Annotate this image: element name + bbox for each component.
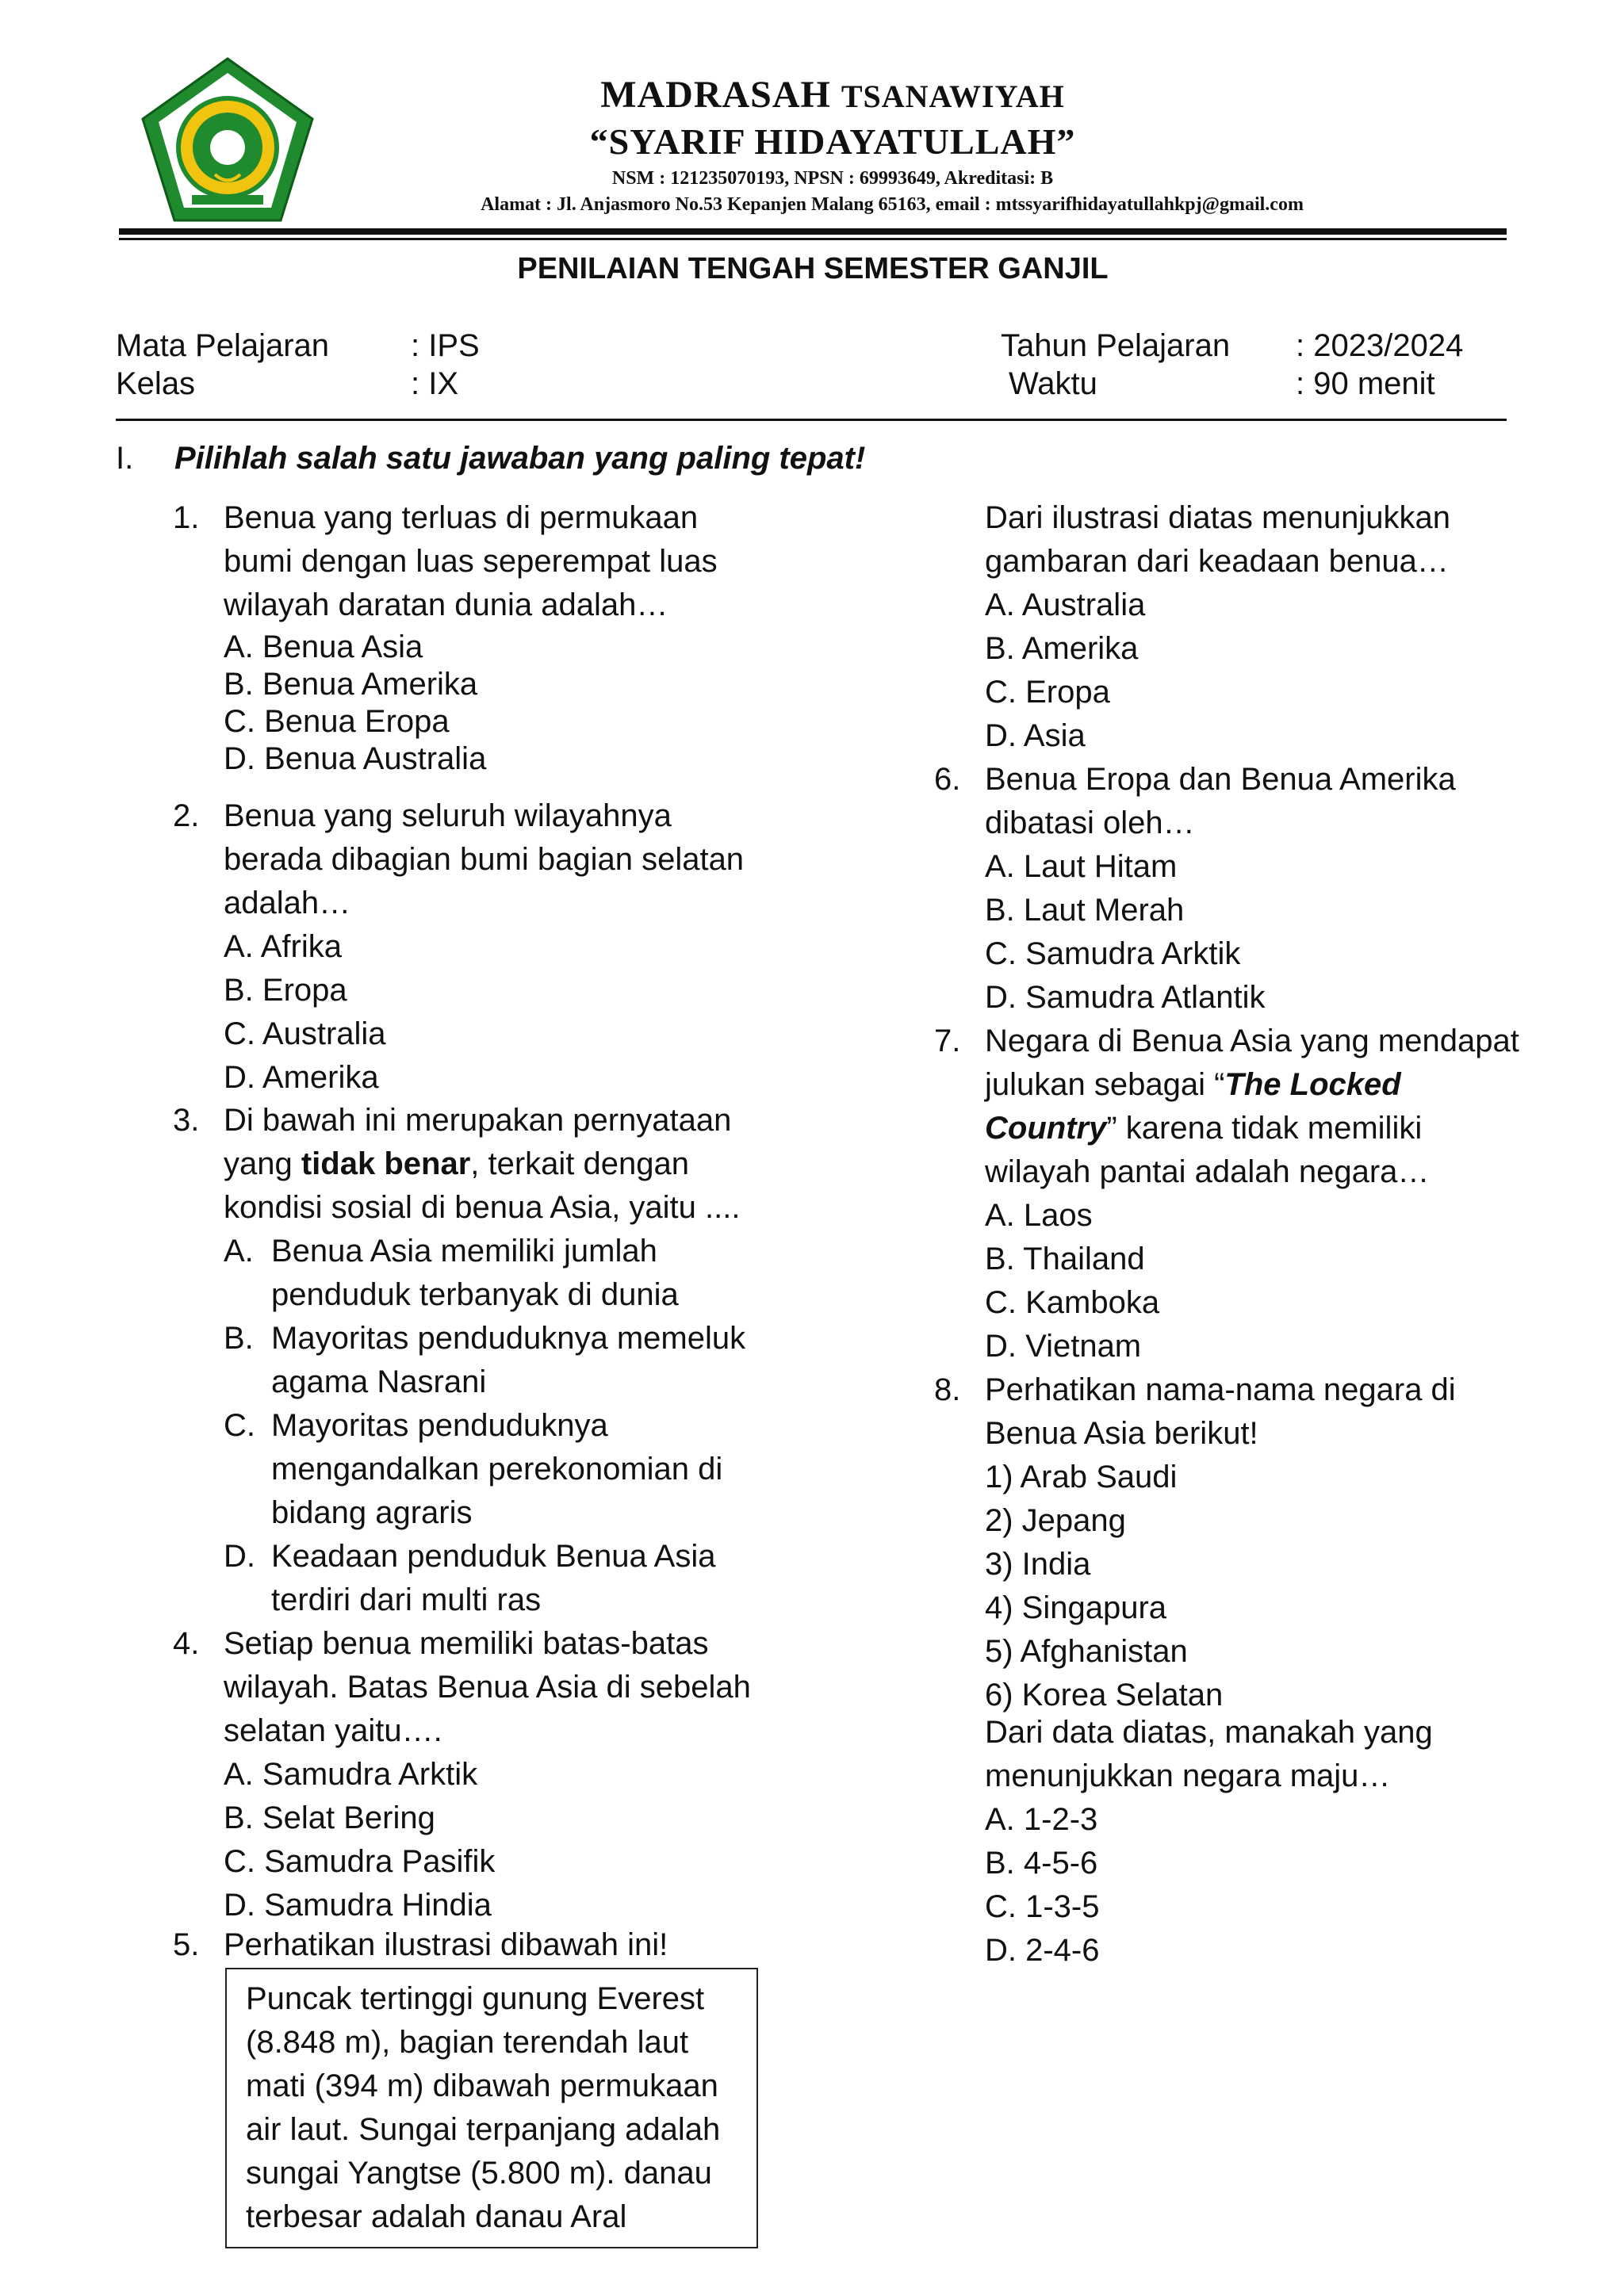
- class-value: : IX: [411, 366, 459, 401]
- option-letter[interactable]: A.: [224, 1234, 254, 1269]
- answer-option[interactable]: agama Nasrani: [271, 1364, 487, 1399]
- question-number: 6.: [934, 762, 961, 797]
- list-item: 3) India: [985, 1547, 1091, 1582]
- list-item: 2) Jepang: [985, 1503, 1126, 1538]
- illustration-text: Puncak tertinggi gunung Everest: [246, 1981, 705, 2016]
- answer-option[interactable]: C. Kamboka: [985, 1285, 1160, 1320]
- question-number: 1.: [173, 500, 200, 535]
- answer-option[interactable]: D. Samudra Atlantik: [985, 980, 1266, 1015]
- exam-title: PENILAIAN TENGAH SEMESTER GANJIL: [517, 252, 1109, 285]
- answer-option[interactable]: C. Australia: [224, 1016, 386, 1051]
- answer-option[interactable]: B. Thailand: [985, 1242, 1145, 1276]
- question-number: 4.: [173, 1626, 200, 1661]
- answer-option[interactable]: A. Benua Asia: [224, 629, 423, 664]
- answer-option[interactable]: D. Asia: [985, 718, 1086, 753]
- year-value: : 2023/2024: [1296, 328, 1464, 363]
- time-value: : 90 menit: [1296, 366, 1435, 401]
- question-text: berada dibagian bumi bagian selatan: [224, 842, 745, 877]
- question-text: Country” karena tidak memiliki: [985, 1111, 1423, 1146]
- list-item: 4) Singapura: [985, 1590, 1167, 1625]
- section-number: I.: [116, 441, 134, 476]
- emphasis-text: Country: [985, 1111, 1107, 1146]
- list-item: 5) Afghanistan: [985, 1634, 1188, 1669]
- question-text: wilayah daratan dunia adalah…: [224, 587, 668, 622]
- answer-option[interactable]: B. Eropa: [224, 973, 347, 1008]
- question-text: Setiap benua memiliki batas-batas: [224, 1626, 709, 1661]
- emphasis-text: The Locked: [1224, 1067, 1401, 1102]
- question-text: selatan yaitu….: [224, 1713, 442, 1748]
- question-text: kondisi sosial di benua Asia, yaitu ....: [224, 1190, 741, 1225]
- answer-option[interactable]: bidang agraris: [271, 1495, 473, 1530]
- question-number: 2.: [173, 798, 200, 833]
- option-letter[interactable]: B.: [224, 1321, 254, 1356]
- question-text: menunjukkan negara maju…: [985, 1758, 1391, 1793]
- answer-option[interactable]: D. Vietnam: [985, 1329, 1142, 1364]
- illustration-text: mati (394 m) dibawah permukaan: [246, 2068, 718, 2103]
- answer-option[interactable]: Keadaan penduduk Benua Asia: [271, 1539, 716, 1574]
- illustration-text: terbesar adalah danau Aral: [246, 2199, 627, 2234]
- question-text: bumi dengan luas seperempat luas: [224, 544, 718, 579]
- question-text: Benua Eropa dan Benua Amerika: [985, 762, 1456, 797]
- answer-option[interactable]: C. 1-3-5: [985, 1889, 1100, 1924]
- question-text: Dari data diatas, manakah yang: [985, 1715, 1433, 1750]
- question-text: Negara di Benua Asia yang mendapat: [985, 1024, 1519, 1058]
- list-item: 6) Korea Selatan: [985, 1678, 1224, 1712]
- question-number: 7.: [934, 1024, 961, 1058]
- question-text: Perhatikan nama-nama negara di: [985, 1372, 1456, 1407]
- school-address: Alamat : Jl. Anjasmoro No.53 Kepanjen Malang 65163, email : mtssyarifhidayatullahkpj@gmail.com: [481, 194, 1304, 215]
- answer-option[interactable]: terdiri dari multi ras: [271, 1582, 542, 1617]
- question-text: Benua yang terluas di permukaan: [224, 500, 699, 535]
- answer-option[interactable]: B. Laut Merah: [985, 893, 1185, 928]
- question-number: 5.: [173, 1927, 200, 1962]
- answer-option[interactable]: C. Eropa: [985, 675, 1110, 710]
- answer-option[interactable]: C. Samudra Pasifik: [224, 1844, 496, 1879]
- answer-option[interactable]: B. Benua Amerika: [224, 667, 478, 702]
- option-letter[interactable]: D.: [224, 1539, 255, 1574]
- answer-option[interactable]: Mayoritas penduduknya: [271, 1408, 608, 1443]
- question-text: wilayah. Batas Benua Asia di sebelah: [224, 1670, 751, 1705]
- section-instruction: Pilihlah salah satu jawaban yang paling tepat!: [174, 441, 866, 476]
- answer-option[interactable]: A. 1-2-3: [985, 1802, 1098, 1837]
- answer-option[interactable]: D. 2-4-6: [985, 1933, 1100, 1968]
- answer-option[interactable]: Mayoritas penduduknya memeluk: [271, 1321, 746, 1356]
- answer-option[interactable]: B. Selat Bering: [224, 1800, 435, 1835]
- year-label: Tahun Pelajaran: [1001, 328, 1231, 363]
- answer-option[interactable]: A. Samudra Arktik: [224, 1757, 478, 1792]
- answer-option[interactable]: C. Samudra Arktik: [985, 936, 1241, 971]
- answer-option[interactable]: mengandalkan perekonomian di: [271, 1452, 723, 1487]
- answer-option[interactable]: D. Amerika: [224, 1060, 379, 1095]
- emphasis-text: tidak benar: [301, 1146, 471, 1181]
- subject-value: : IPS: [411, 328, 480, 363]
- subject-label: Mata Pelajaran: [116, 328, 330, 363]
- school-ids: NSM : 121235070193, NPSN : 69993649, Akreditasi: B: [611, 168, 1054, 189]
- answer-option[interactable]: A. Laut Hitam: [985, 849, 1178, 884]
- school-name: “SYARIF HIDAYATULLAH”: [589, 121, 1076, 162]
- question-text: Perhatikan ilustrasi dibawah ini!: [224, 1927, 668, 1962]
- question-text: julukan sebagai “The Locked: [985, 1067, 1401, 1102]
- question-number: 3.: [173, 1103, 200, 1138]
- option-letter[interactable]: C.: [224, 1408, 255, 1443]
- list-item: 1) Arab Saudi: [985, 1460, 1178, 1494]
- question-text: Dari ilustrasi diatas menunjukkan: [985, 500, 1450, 535]
- question-text: Benua yang seluruh wilayahnya: [224, 798, 672, 833]
- time-label: Waktu: [1009, 366, 1097, 401]
- question-text: dibatasi oleh…: [985, 806, 1195, 840]
- illustration-text: (8.848 m), bagian terendah laut: [246, 2025, 689, 2060]
- answer-option[interactable]: D. Benua Australia: [224, 741, 487, 776]
- class-label: Kelas: [116, 366, 196, 401]
- answer-option[interactable]: D. Samudra Hindia: [224, 1888, 492, 1923]
- answer-option[interactable]: B. Amerika: [985, 631, 1139, 666]
- question-text: gambaran dari keadaan benua…: [985, 544, 1449, 579]
- question-text: Di bawah ini merupakan pernyataan: [224, 1103, 732, 1138]
- illustration-text: air laut. Sungai terpanjang adalah: [246, 2112, 721, 2147]
- answer-option[interactable]: penduduk terbanyak di dunia: [271, 1277, 679, 1312]
- answer-option[interactable]: A. Australia: [985, 587, 1146, 622]
- answer-option[interactable]: A. Afrika: [224, 929, 342, 964]
- question-text: Benua Asia berikut!: [985, 1416, 1258, 1451]
- question-number: 8.: [934, 1372, 961, 1407]
- question-text: wilayah pantai adalah negara…: [985, 1154, 1430, 1189]
- illustration-text: sungai Yangtse (5.800 m). danau: [246, 2156, 712, 2191]
- answer-option[interactable]: B. 4-5-6: [985, 1846, 1098, 1881]
- answer-option[interactable]: Benua Asia memiliki jumlah: [271, 1234, 657, 1269]
- answer-option[interactable]: C. Benua Eropa: [224, 704, 450, 739]
- question-text: yang tidak benar, terkait dengan: [224, 1146, 690, 1181]
- school-type: MADRASAH TSANAWIYAH: [600, 74, 1065, 116]
- question-text: adalah…: [224, 886, 351, 920]
- answer-option[interactable]: A. Laos: [985, 1198, 1093, 1233]
